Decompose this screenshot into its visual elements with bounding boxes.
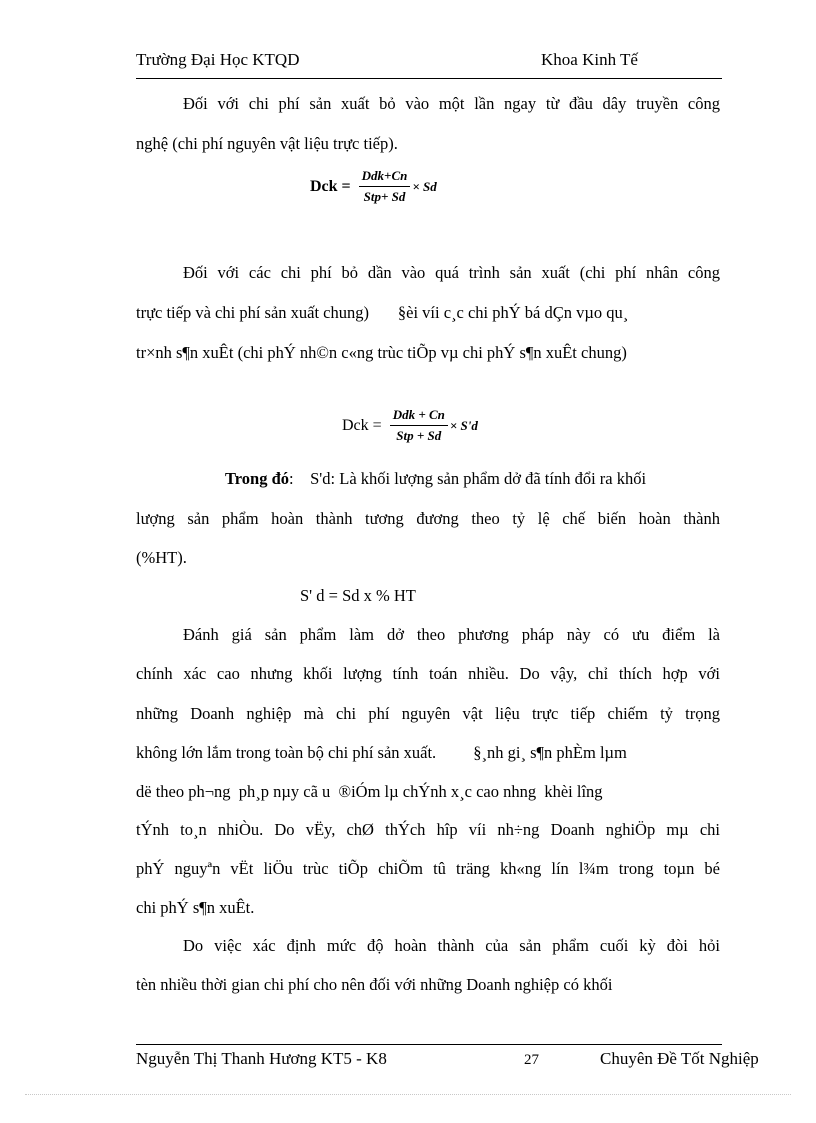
- paragraph-line: nghệ (chi phí nguyên vật liệu trực tiếp).: [136, 134, 398, 153]
- definition-text: : S'd: Là khối lượng sản phẩm dở đã tính đổi ra khối: [289, 469, 647, 488]
- paragraph-line: lượng sản phẩm hoàn thành tương đương theo tỷ lệ chế biến hoàn thành: [136, 509, 720, 528]
- paragraph-line: [225, 469, 720, 489]
- paragraph-line: (%HT).: [136, 548, 187, 567]
- paragraph-line: tèn nhiều thời gian chi phí cho nên đối với những Doanh nghiệp có khối: [136, 975, 613, 994]
- paragraph-line: chi phÝ s¶n xuÊt.: [136, 898, 255, 917]
- footer-rule: [136, 1044, 722, 1045]
- formula-fraction: [390, 407, 448, 444]
- paragraph-line: những Doanh nghiệp mà chi phí nguyên vật liệu trực tiếp chiếm tỷ trọng: [136, 704, 720, 723]
- paragraph-line: tÝnh to¸n nhiÒu. Do vËy, chØ thÝch hîp víi nh÷ng Doanh nghiÖp mµ chi: [136, 820, 720, 839]
- formula-denominator: Stp + Sd: [396, 428, 442, 443]
- paragraph-line: Đối với chi phí sản xuất bỏ vào một lần ngay từ đầu dây truyền công: [183, 94, 720, 113]
- footer-title: Chuyên Đề Tốt Nghiệp: [600, 1049, 759, 1068]
- page-bottom-border: [25, 1094, 791, 1095]
- formula-multiplier: × Sd: [412, 178, 437, 194]
- paragraph-line: tr×nh s¶n xuÊt (chi phÝ nh©n c«ng trùc tiÕp vµ chi phÝ s¶n xuÊt chung): [136, 343, 627, 362]
- paragraph-line: Đánh giá sản phẩm làm dở theo phương pháp này có ưu điểm là: [183, 625, 720, 644]
- page-number: 27: [524, 1052, 539, 1068]
- paragraph-line: chính xác cao nhưng khối lượng tính toán nhiều. Do vậy, chỉ thích hợp với: [136, 664, 720, 683]
- formula-sd: S' d = Sd x % HT: [300, 586, 416, 605]
- paragraph-line: phÝ nguyªn vËt liÖu trùc tiÕp chiÕm tû träng kh«ng lín l¾m trong toµn bé: [136, 859, 720, 878]
- header-faculty: Khoa Kinh Tế: [541, 50, 638, 69]
- paragraph-line: trực tiếp và chi phí sản xuất chung) §èi víi c¸c chi phÝ bá dÇn vµo qu¸: [136, 303, 629, 322]
- formula-fraction: [359, 168, 411, 205]
- paragraph-line: dë theo ph¬ng ph¸p nµy cã u ®iÓm lµ chÝnh x¸c cao nhng khèi lîng: [136, 782, 603, 801]
- formula-lhs: Dck =: [342, 416, 382, 434]
- formula-numerator: Ddk+Cn: [359, 168, 411, 187]
- formula-dck-2: [342, 407, 478, 444]
- header-rule: [136, 78, 722, 79]
- formula-denominator: Stp+ Sd: [363, 189, 406, 204]
- formula-multiplier: × S'd: [449, 417, 478, 433]
- paragraph-line: không lớn lắm trong toàn bộ chi phí sản xuất. §¸nh gi¸ s¶n phÈm lµm: [136, 743, 627, 762]
- footer-author: Nguyễn Thị Thanh Hương KT5 - K8: [136, 1049, 387, 1068]
- formula-lhs: Dck =: [310, 177, 351, 195]
- paragraph-line: Đối với các chi phí bỏ dần vào quá trình sản xuất (chi phí nhân công: [183, 263, 720, 282]
- paragraph-line: Do việc xác định mức độ hoàn thành của sản phẩm cuối kỳ đòi hỏi: [183, 936, 720, 955]
- header-school: Trường Đại Học KTQD: [136, 50, 300, 69]
- label-trong-do: Trong đó: [225, 469, 290, 488]
- formula-dck-1: [310, 168, 437, 205]
- formula-numerator: Ddk + Cn: [390, 407, 448, 426]
